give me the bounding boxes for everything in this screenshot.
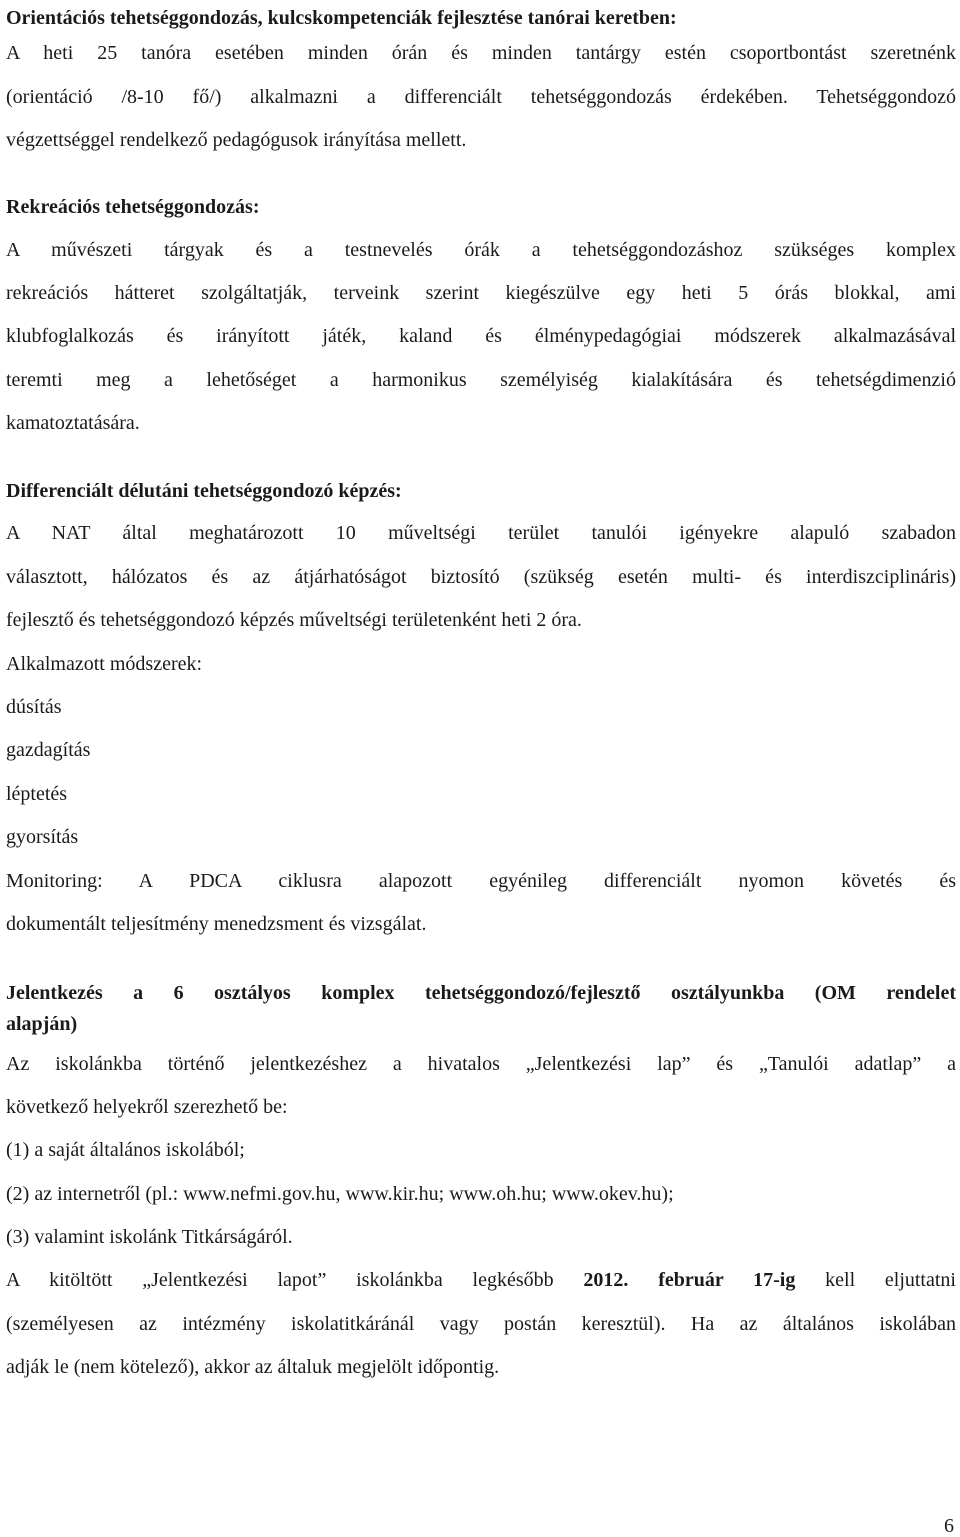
section-title-rekreacios: Rekreációs tehetséggondozás: xyxy=(6,196,260,218)
paragraph-line: végzettséggel rendelkező pedagógusok irányítása mellett. xyxy=(6,129,467,151)
paragraph-line: választott, hálózatos és az átjárhatóságot biztosító (szükség esetén multi- és interdiszciplináris) xyxy=(6,566,956,588)
method-item: gyorsítás xyxy=(6,826,79,848)
monitoring-line: Monitoring: A PDCA ciklusra alapozott egyénileg differenciált nyomon követés és xyxy=(6,870,956,892)
paragraph-line: A művészeti tárgyak és a testnevelés órák a tehetséggondozáshoz szükséges komplex xyxy=(6,239,956,261)
list-item: (2) az internetről (pl.: www.nefmi.gov.hu, www.kir.hu; www.oh.hu; www.okev.hu); xyxy=(6,1183,674,1205)
list-item: (3) valamint iskolánk Titkárságáról. xyxy=(6,1226,293,1248)
method-item: gazdagítás xyxy=(6,739,91,761)
paragraph-line: Az iskolánkba történő jelentkezéshez a hivatalos „Jelentkezési lap” és „Tanulói adatlap” a xyxy=(6,1053,956,1075)
section-title-jelentkezes-cont: alapján) xyxy=(6,1013,78,1035)
paragraph-line: A heti 25 tanóra esetében minden órán és minden tantárgy estén csoportbontást szeretnénk xyxy=(6,42,956,64)
deadline-line xyxy=(6,1268,956,1292)
deadline-prefix: A kitöltött „Jelentkezési lapot” iskolánkba legkésőbb xyxy=(6,1269,584,1291)
paragraph-line: klubfoglalkozás és irányított játék, kaland és élménypedagógiai módszerek alkalmazásával xyxy=(6,325,956,347)
paragraph-line: A NAT által meghatározott 10 műveltségi terület tanulói igényekre alapuló szabadon xyxy=(6,522,956,544)
paragraph-line: fejlesztő és tehetséggondozó képzés műveltségi területenként heti 2 óra. xyxy=(6,609,582,631)
list-item: (1) a saját általános iskolából; xyxy=(6,1139,245,1161)
deadline-suffix: kell eljuttatni xyxy=(795,1269,956,1291)
paragraph-line: következő helyekről szerezhető be: xyxy=(6,1096,288,1118)
paragraph-line: (személyesen az intézmény iskolatitkáránál vagy postán keresztül). Ha az általános iskolában xyxy=(6,1313,956,1335)
section-title-differencialt: Differenciált délutáni tehetséggondozó képzés: xyxy=(6,480,402,502)
section-title-jelentkezes: Jelentkezés a 6 osztályos komplex tehetséggondozó/fejlesztő osztályunkba (OM rendelet xyxy=(6,982,956,1004)
deadline-date: 2012. február 17-ig xyxy=(583,1269,796,1291)
method-item: dúsítás xyxy=(6,696,62,718)
method-item: léptetés xyxy=(6,783,68,805)
paragraph-line: rekreációs hátteret szolgáltatják, terveink szerint kiegészülve egy heti 5 órás blokkal, ami xyxy=(6,282,956,304)
paragraph-line: adják le (nem kötelező), akkor az általuk megjelölt időpontig. xyxy=(6,1356,500,1378)
section-title-orientacios: Orientációs tehetséggondozás, kulcskompetenciák fejlesztése tanórai keretben: xyxy=(6,7,677,29)
methods-label: Alkalmazott módszerek: xyxy=(6,653,203,675)
monitoring-line: dokumentált teljesítmény menedzsment és vizsgálat. xyxy=(6,913,427,935)
page-number: 6 xyxy=(944,1515,954,1537)
paragraph-line: teremti meg a lehetőséget a harmonikus személyiség kialakítására és tehetségdimenzió xyxy=(6,369,956,391)
paragraph-line: (orientáció /8-10 fő/) alkalmazni a differenciált tehetséggondozás érdekében. Tehetséggondozó xyxy=(6,86,956,108)
paragraph-line: kamatoztatására. xyxy=(6,412,140,434)
